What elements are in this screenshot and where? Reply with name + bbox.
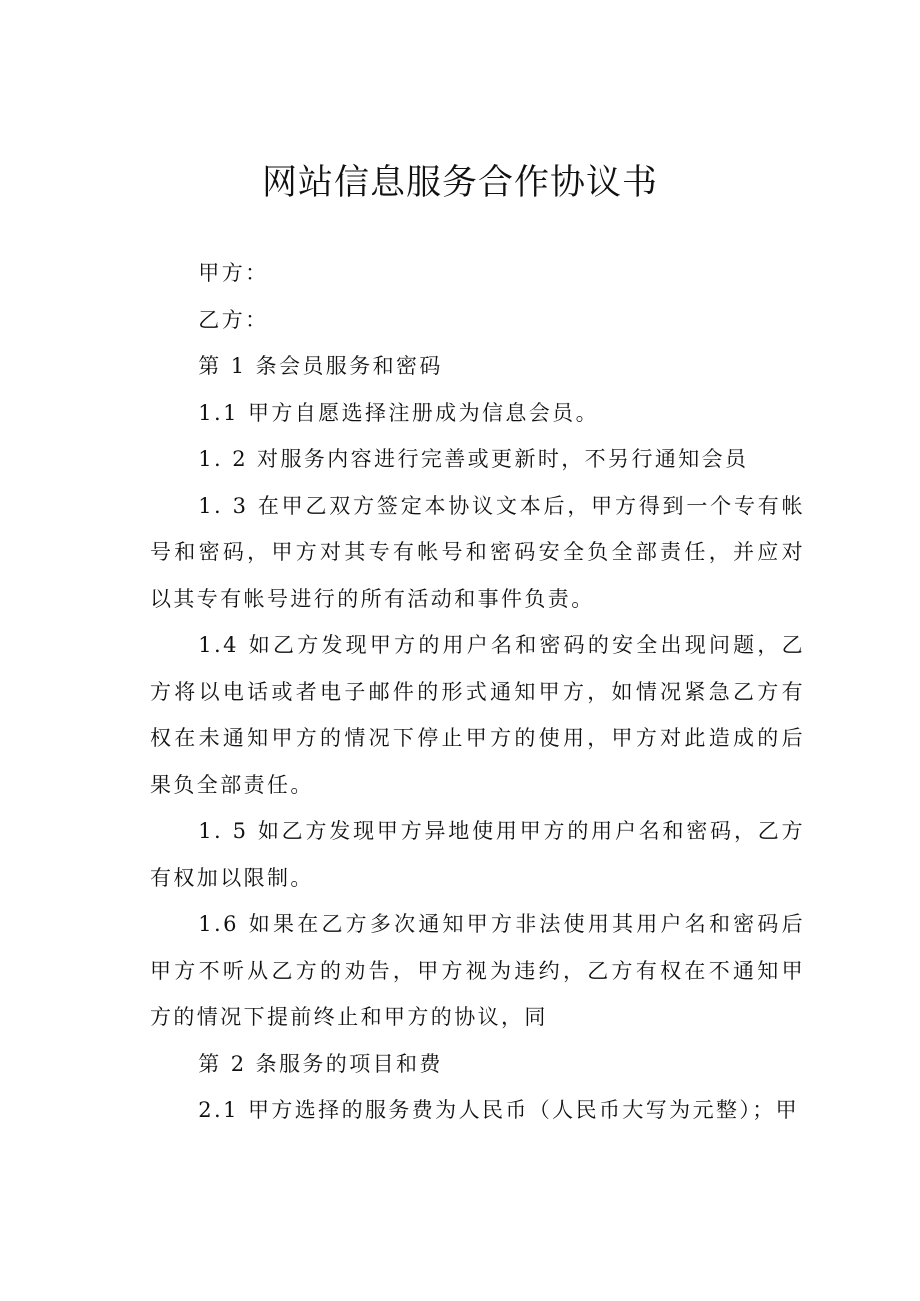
clause-1-1: 1.1 甲方自愿选择注册成为信息会员。: [198, 400, 599, 425]
party-a-line: 甲方：: [198, 261, 269, 285]
clause-1-6: 1.6 如果在乙方多次通知甲方非法使用其用户名和密码后甲方不听从乙方的劝告，甲方视为违约，乙方有权在不通知甲方的情况下提前终止和甲方的协议，同: [150, 912, 805, 1029]
clause-1-2: 1. 2 对服务内容进行完善或更新时，不另行通知会员: [198, 447, 749, 471]
clause-1-5: 1. 5 如乙方发现甲方异地使用甲方的用户名和密码，乙方有权加以限制。: [150, 819, 805, 890]
article-1-heading: 第 1 条会员服务和密码: [198, 354, 443, 378]
party-b-line: 乙方：: [198, 307, 269, 332]
article-2-heading: 第 2 条服务的项目和费: [198, 1051, 443, 1076]
document-title: 网站信息服务合作协议书: [261, 163, 658, 203]
clause-2-1: 2.1 甲方选择的服务费为人民币（人民币大写为元整）；甲: [198, 1098, 800, 1122]
clause-1-3: 1. 3 在甲乙双方签定本协议文本后，甲方得到一个专有帐号和密码，甲方对其专有帐号和密码安全负全部责任，并应对以其专有帐号进行的所有活动和事件负责。: [150, 493, 805, 611]
clause-1-4: 1.4 如乙方发现甲方的用户名和密码的安全出现问题，乙方将以电话或者电子邮件的形式通知甲方，如情况紧急乙方有权在未通知甲方的情况下停止甲方的使用，甲方对此造成的后果负全部责任。: [150, 633, 805, 797]
document-body: [150, 250, 805, 1134]
